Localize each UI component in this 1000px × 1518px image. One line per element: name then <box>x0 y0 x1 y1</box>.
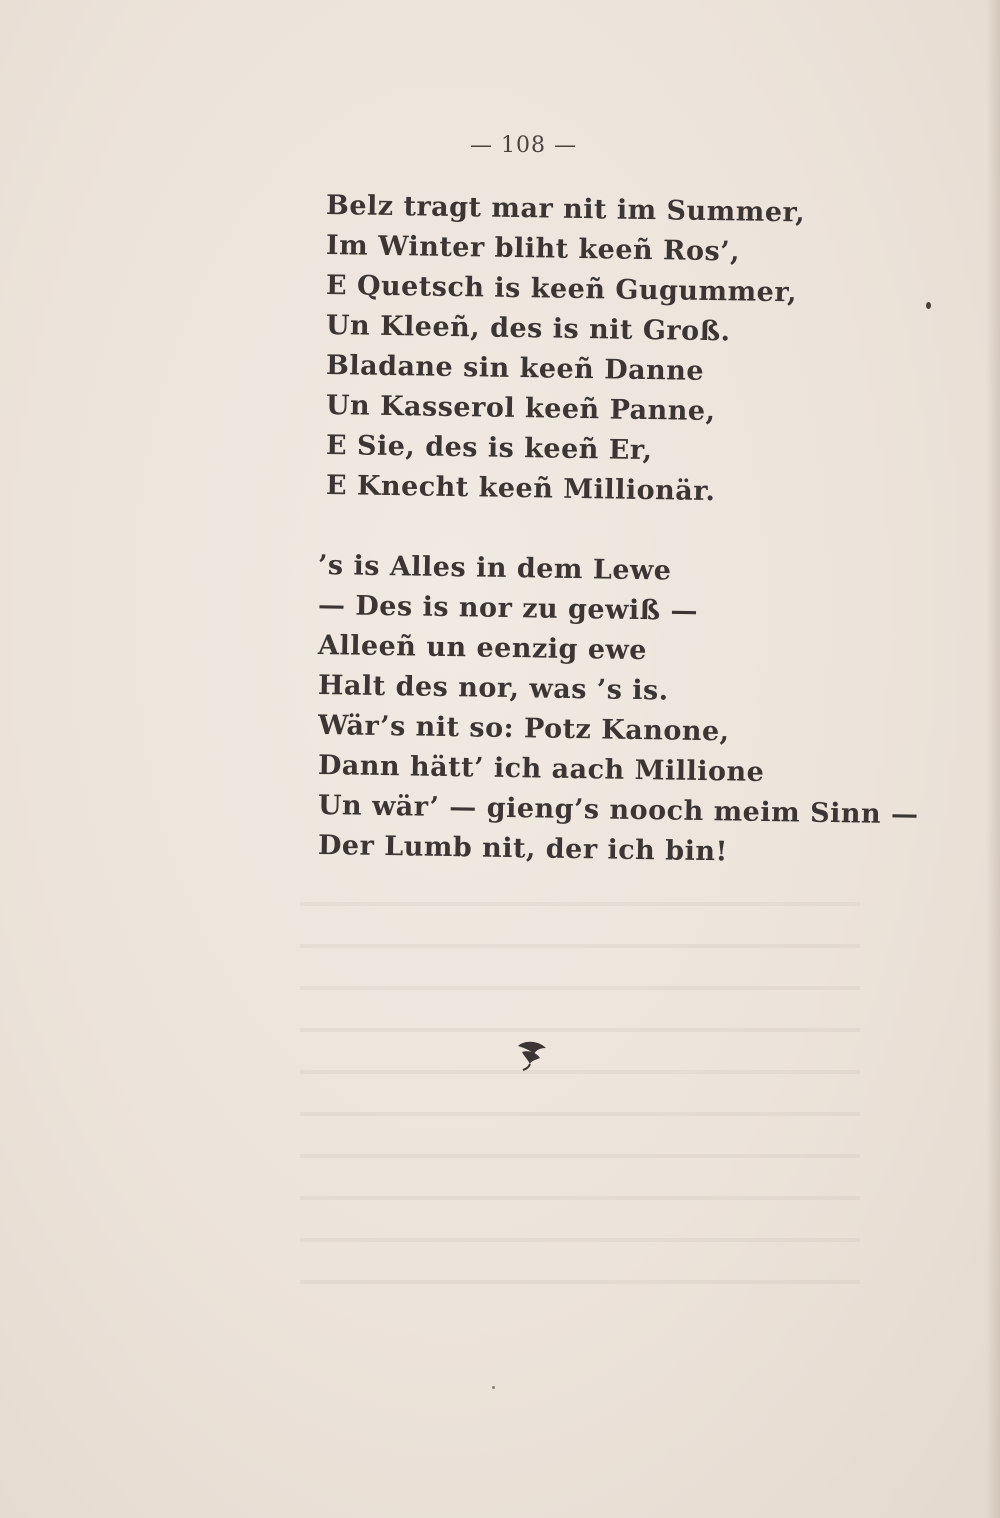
bleed-through-texture <box>300 880 860 1320</box>
poem-line: Wär’s nit so: Potz Kanone, <box>317 710 730 748</box>
leaf-fleuron-icon <box>514 1036 550 1072</box>
poem-line: Un Kleeñ, des is nit Groß. <box>325 310 731 348</box>
paper-speck <box>926 302 931 309</box>
poem-line: ’s is Alles in dem Lewe <box>317 550 672 587</box>
poem-stanza-1 <box>326 186 805 506</box>
poem-line: E Sie, des is keeñ Er, <box>325 430 653 467</box>
poem-line: Alleeñ un eenzig ewe <box>317 630 648 667</box>
poem-line: Dann hätt’ ich aach Millione <box>317 750 765 789</box>
page-edge-shadow <box>986 0 1000 1518</box>
poem-line: Un wär’ — gieng’s nooch meim Sinn — <box>317 790 919 831</box>
poem-line: Im Winter bliht keeñ Ros’, <box>325 230 741 268</box>
poem-stanza-2 <box>318 546 919 866</box>
poem-line: E Knecht keeñ Millionär. <box>325 470 716 508</box>
poem-line: Belz tragt mar nit im Summer, <box>325 190 806 229</box>
poem-line: Un Kasserol keeñ Panne, <box>325 390 716 428</box>
poem-line: Halt des nor, was ’s is. <box>317 670 669 707</box>
poem-line: — Des is nor zu gewiß — <box>317 590 699 627</box>
poem-line: Bladane sin keeñ Danne <box>325 350 705 387</box>
poem-line: E Quetsch is keeñ Gugummer, <box>325 270 798 309</box>
page-number: — 108 — <box>470 133 577 158</box>
paper-speck <box>492 1386 495 1389</box>
poem-line: Der Lumb nit, der ich bin! <box>317 830 729 868</box>
